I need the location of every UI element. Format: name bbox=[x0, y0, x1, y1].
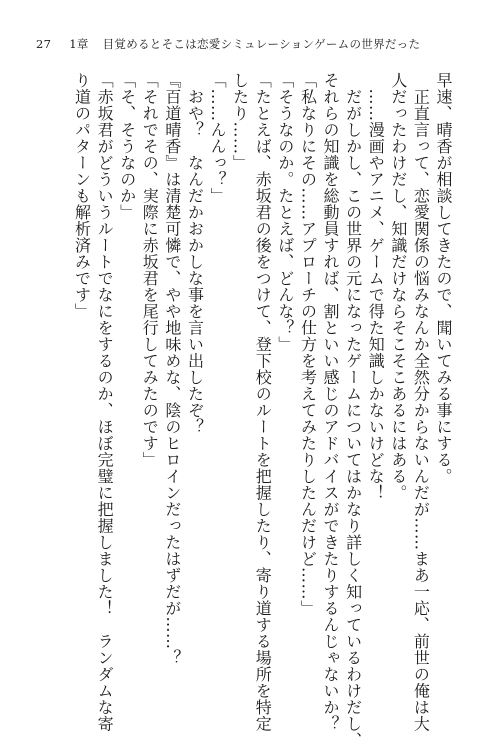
running-header bbox=[36, 36, 420, 52]
text-line: 「赤坂君がどういうルートでなにをするのか、ほぼ完璧に把握しました！ ランダムな寄 bbox=[95, 72, 115, 732]
chapter-label: 1章 bbox=[69, 37, 89, 51]
text-line: 「……んんっ？」 bbox=[208, 72, 228, 204]
text-line: 早速、晴香が相談してきたので、聞いてみる事にする。 bbox=[434, 72, 453, 485]
text-line: 「私なりにその……アプローチの仕方を考えてみたりしたんだけど……」 bbox=[298, 72, 318, 617]
text-line: り道のパターンも解析済みです」 bbox=[72, 72, 92, 320]
text-line: 「それでその、実際に赤坂君を尾行してみたのです」 bbox=[140, 72, 160, 468]
chapter-title: 目覚めるとそこは恋愛シミュレーションゲームの世界だった bbox=[102, 37, 421, 51]
text-line: したり……」 bbox=[230, 72, 250, 171]
text-line: だがしかし、この世界の元になったゲームについてはかなり詳しく知っているわけだし、 bbox=[343, 72, 363, 749]
vertical-body-text bbox=[70, 72, 454, 749]
text-line: 「そうなのか。たとえば、どんな？」 bbox=[275, 72, 295, 353]
text-line: おや？ なんだかおかしな事を言い出したぞ？ bbox=[185, 72, 205, 435]
text-line: 『百道晴香』は清楚可憐で、やや地味めな、陰のヒロインだったはずだが……？ bbox=[162, 72, 182, 666]
page-number: 27 bbox=[36, 37, 52, 51]
text-line: ……漫画やアニメ、ゲームで得た知識しかないけどな！ bbox=[366, 72, 386, 501]
text-line: 人だったわけだし、知識だけならそこそこあるにはある。 bbox=[388, 72, 408, 501]
text-line: 正直言って、恋愛関係の悩みなんか全然分からないんだが……まあ一応、前世の俺は大 bbox=[411, 72, 431, 732]
text-line: 「そ、そうなのか」 bbox=[117, 72, 137, 221]
text-line: それらの知識を総動員すれば、割といい感じのアドバイスができたりするんじゃないか？ bbox=[321, 72, 341, 732]
text-line: 「たとえば、赤坂君の後をつけて、登下校のルートを把握したり、寄り道する場所を特定 bbox=[253, 72, 273, 732]
